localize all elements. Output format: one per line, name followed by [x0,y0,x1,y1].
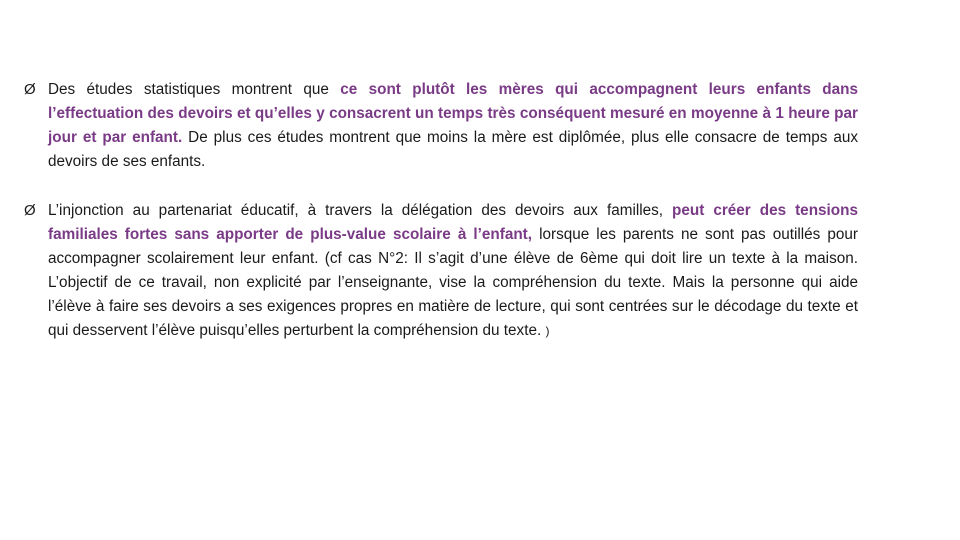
arrow-bullet-icon: Ø [24,202,36,219]
arrow-bullet-icon: Ø [24,81,36,98]
bullet-text: L’injonction au partenariat éducatif, à travers la délégation des devoirs aux familles, [48,202,673,219]
bullet-text: De plus ces études montrent que moins la mère est diplômée, plus elle consacre de temps aux devoirs de ses enfants. [48,129,858,170]
bullet-statistics [24,78,858,174]
bullet-list [24,78,858,368]
bullet-text: lorsque les parents ne sont pas outillés pour accompagner scolairement leur enfant. (cf cas N°2: Il s’agit d’une élève de 6ème qui doit lire un texte à la maison. L’objectif de ce travail, non explicité par l’enseignante, vise la compréhension du texte. Mais la personne qui aide l’élève à faire ses devoirs a ses exigences propres en matière de lecture, qui sont centrées sur le décodage du texte et qui desservent l’élève puisqu’elles perturbent la compréhension du texte. [48,226,858,339]
bullet-partnership [24,199,858,343]
highlighted-text: ce sont plutôt les mères qui accompagnent leurs enfants dans l’effectuation des devoirs et qu’elles y consacrent un temps très conséquent mesuré en moyenne à 1 heure par jour et par enfant. [48,81,858,146]
bullet-text: Des études statistiques montrent que [48,81,341,98]
highlighted-text: peut créer des tensions familiales fortes sans apporter de plus-value scolaire à l’enfant, [48,202,858,243]
closing-parenthesis: ) [545,324,550,338]
